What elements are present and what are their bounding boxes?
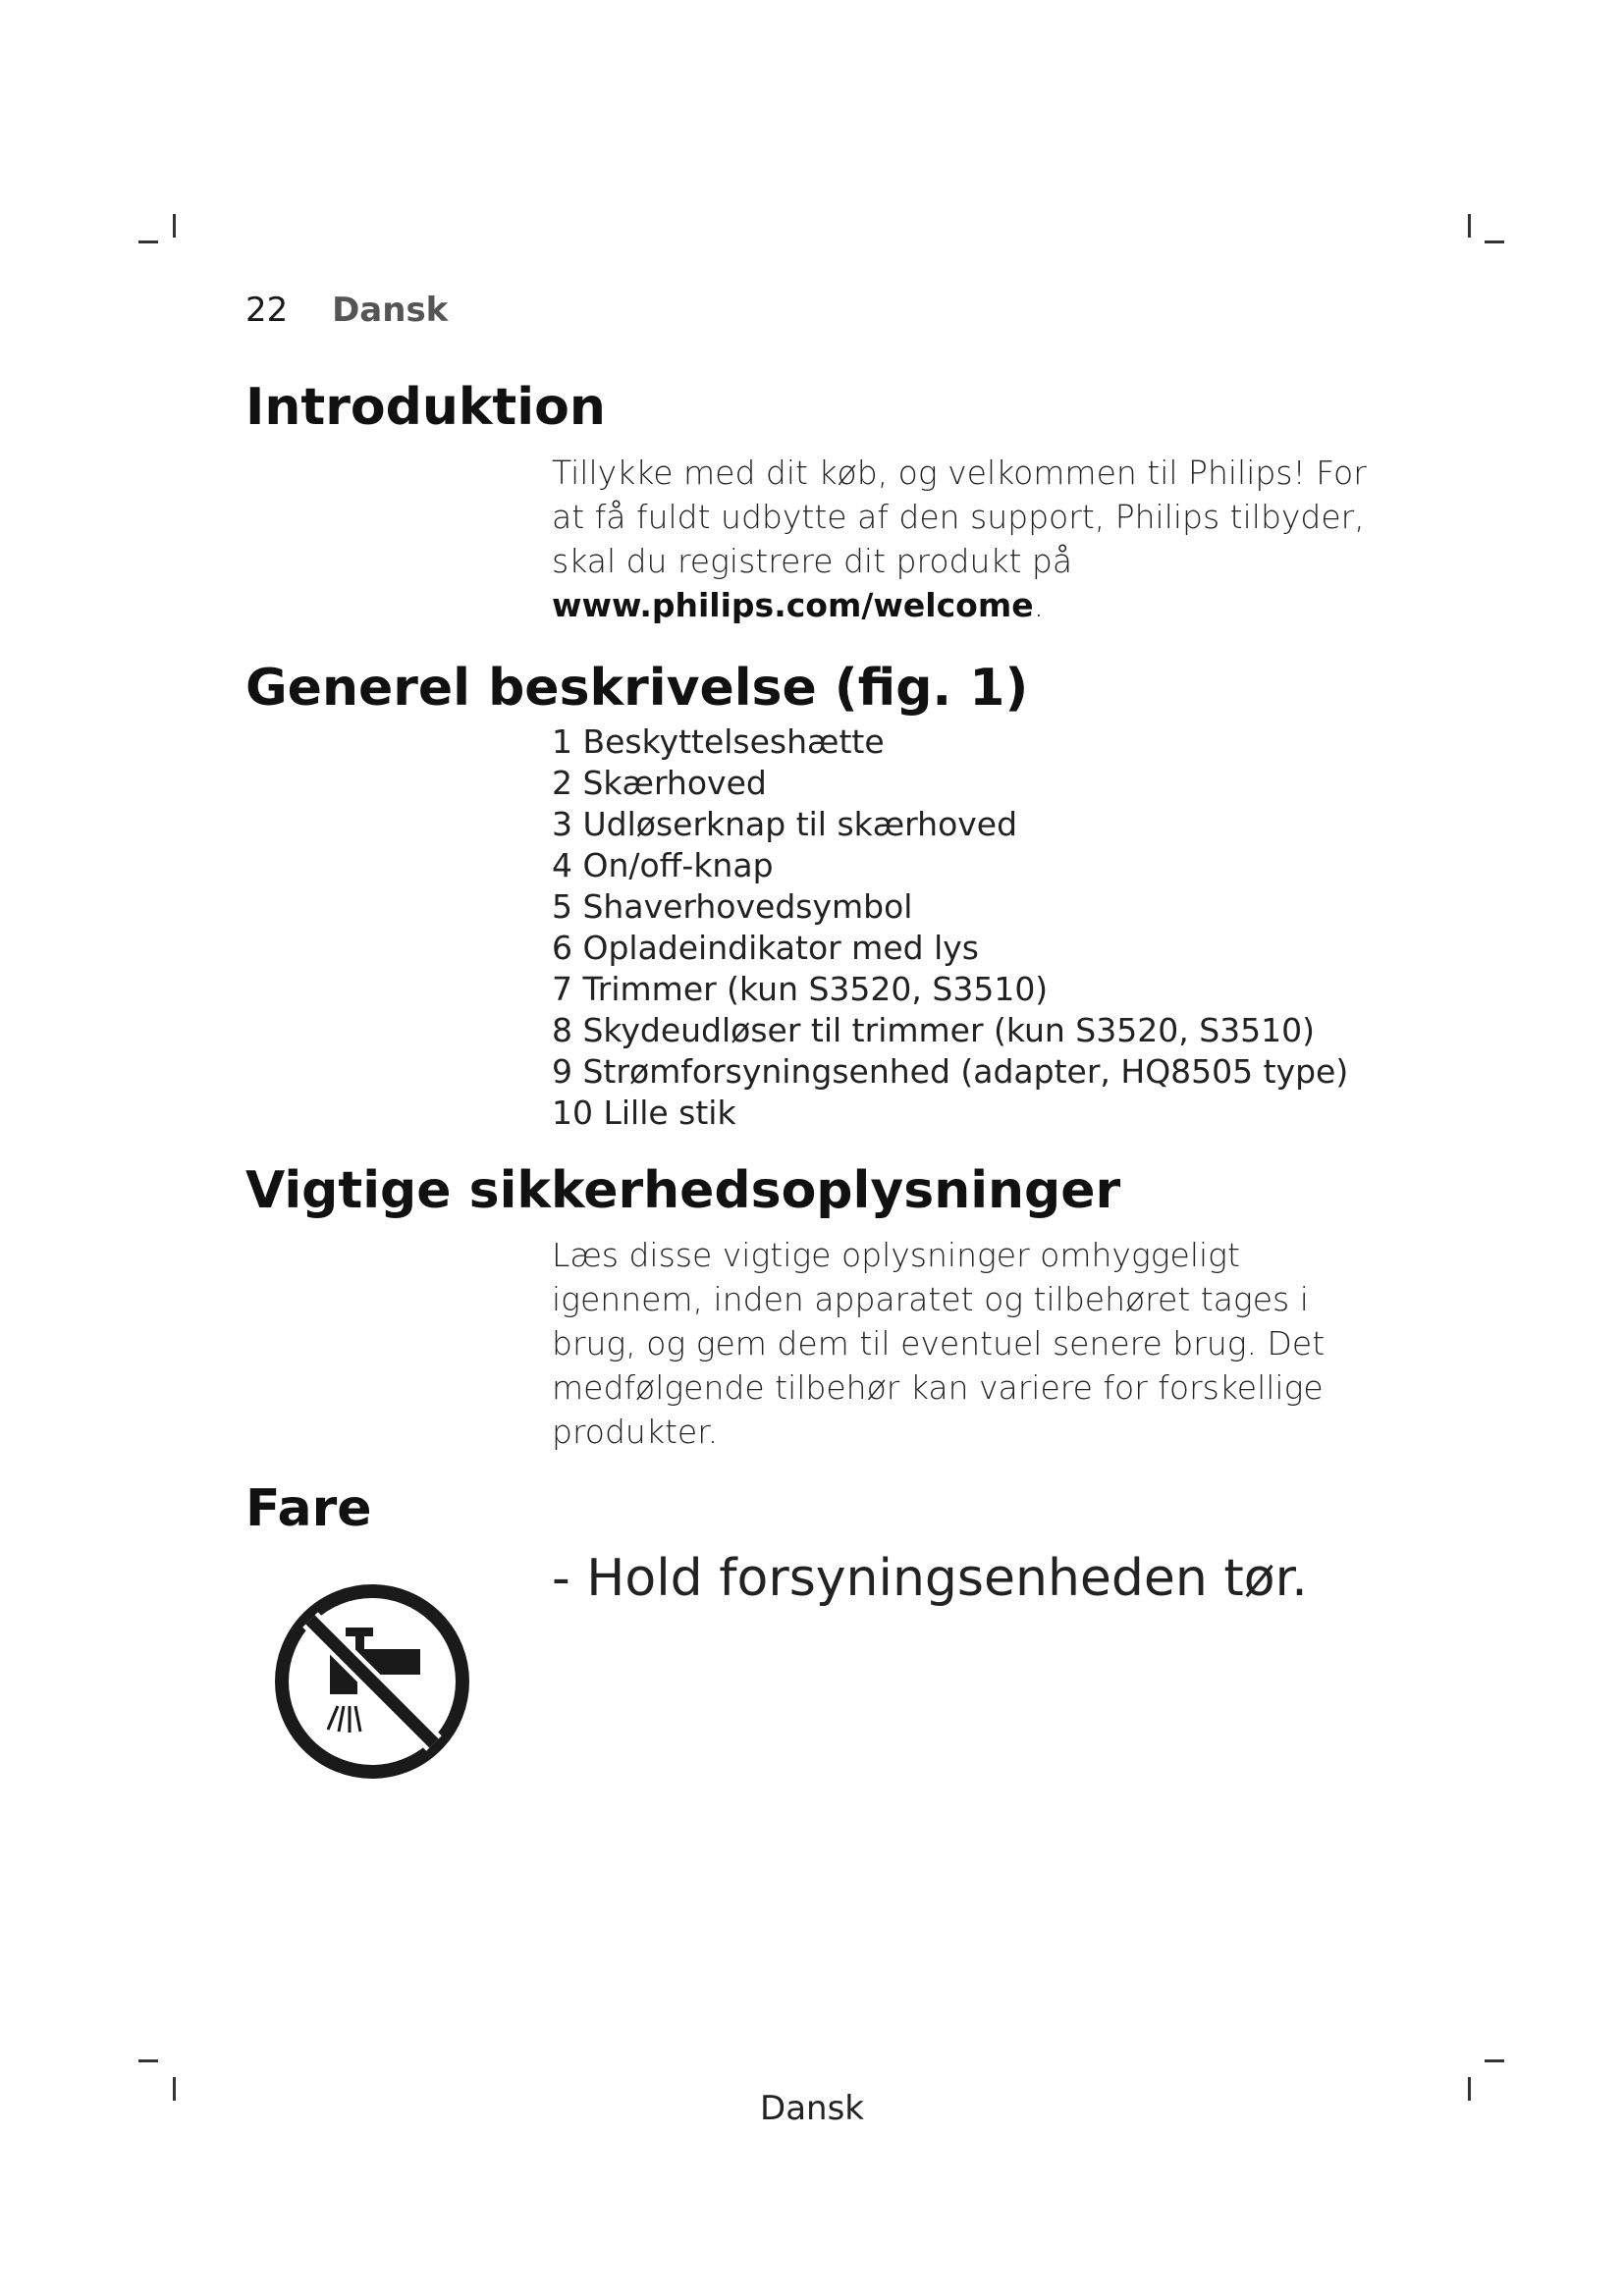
list-item: 3 Udløserknap til skærhoved bbox=[552, 805, 1018, 843]
page-footer: Dansk bbox=[760, 2089, 864, 2128]
welcome-link[interactable]: www.philips.com/welcome bbox=[552, 586, 1034, 624]
list-item: 4 On/off-knap bbox=[552, 846, 774, 884]
header-language: Dansk bbox=[332, 291, 449, 330]
introduction-text bbox=[552, 451, 1396, 627]
page-number: 22 bbox=[245, 291, 289, 330]
crop-mark bbox=[138, 2059, 158, 2062]
crop-mark bbox=[1485, 2059, 1504, 2062]
list-item: 7 Trimmer (kun S3520, S3510) bbox=[552, 970, 1049, 1008]
list-item: 8 Skydeudløser til trimmer (kun S3520, S3510) bbox=[552, 1011, 1316, 1049]
section-title-introduction: Introduktion bbox=[245, 378, 606, 437]
crop-mark bbox=[1485, 240, 1504, 243]
list-item: 5 Shaverhovedsymbol bbox=[552, 887, 913, 926]
section-title-general-description: Generel beskrivelse (fig. 1) bbox=[245, 659, 1029, 718]
introduction-paragraph: Tillykke med dit køb, og velkommen til Philips! For at få fuldt udbytte af den support, Philips tilbyder, skal du registrere dit produkt på bbox=[552, 454, 1367, 580]
safety-text: Læs disse vigtige oplysninger omhyggeligt igennem, inden apparatet og tilbehøret tages i brug, og gem dem til eventuel senere brug. Det medfølgende tilbehør kan variere for forskellige produkter. bbox=[552, 1236, 1326, 1451]
section-title-danger: Fare bbox=[245, 1479, 372, 1538]
list-item: 9 Strømforsyningsenhed (adapter, HQ8505 type) bbox=[552, 1052, 1349, 1091]
parts-list bbox=[552, 721, 1348, 1134]
list-item: 2 Skærhoved bbox=[552, 764, 767, 802]
list-item: 1 Beskyttelseshætte bbox=[552, 722, 885, 761]
danger-warning: - Hold forsyningsenheden tør. bbox=[552, 1549, 1308, 1608]
crop-mark bbox=[173, 214, 176, 238]
page-header bbox=[245, 291, 448, 330]
list-item: 10 Lille stik bbox=[552, 1094, 736, 1132]
crop-mark bbox=[138, 240, 158, 243]
crop-mark bbox=[1468, 214, 1471, 238]
list-item: 6 Opladeindikator med lys bbox=[552, 929, 979, 967]
link-suffix: . bbox=[1033, 586, 1045, 624]
section-title-safety: Vigtige sikkerhedsoplysninger bbox=[245, 1161, 1121, 1220]
no-water-tap-icon bbox=[271, 1580, 473, 1783]
